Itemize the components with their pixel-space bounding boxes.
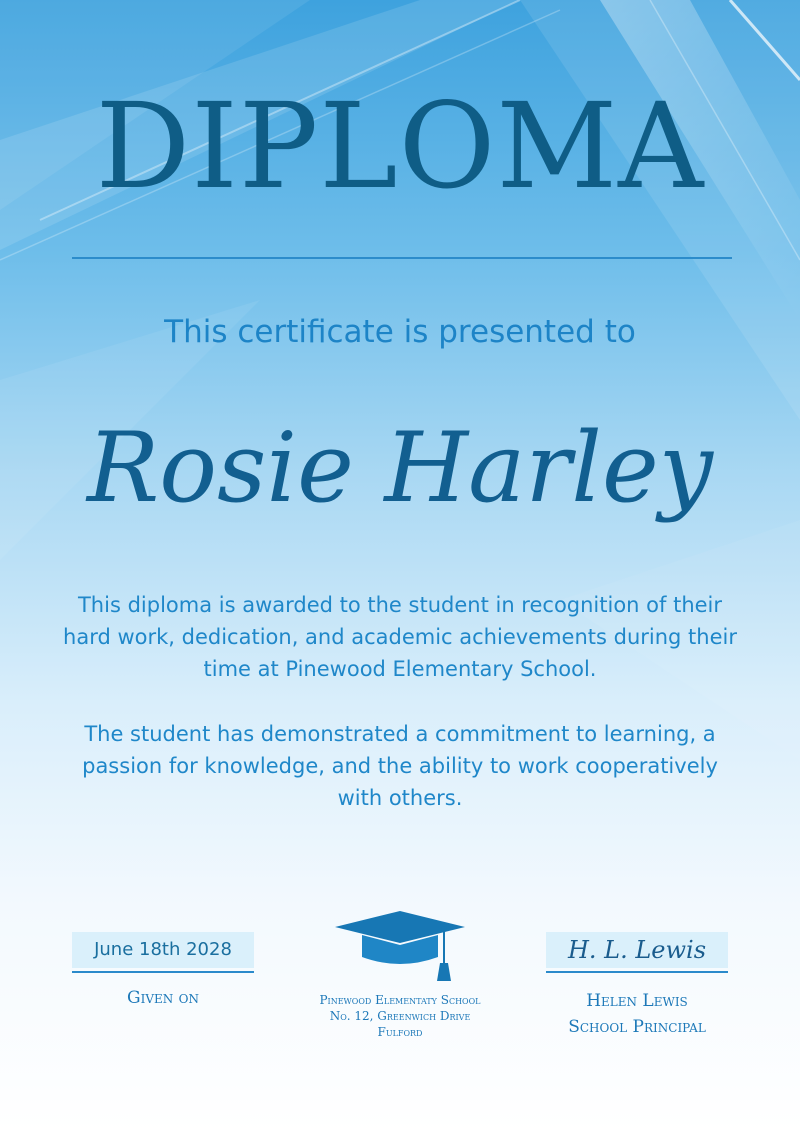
school-city: Fulford [377,1025,423,1039]
signature-underline [546,971,728,973]
school-info [270,992,530,1040]
recipient-name: Rosie Harley [87,412,713,524]
signer-info [536,988,738,1040]
page-title: DIPLOMA [95,77,705,215]
signature: H. L. Lewis [546,932,728,968]
graduation-cap-icon [330,905,470,985]
date-value: June 18th 2028 [72,932,254,968]
date-underline [72,971,254,973]
paragraph-award: This diploma is awarded to the student in recognition of their hard work, dedication, and academic achievements during their time at Pinewood Elementary School. [63,593,737,681]
school-address: No. 12, Greenwich Drive [329,1009,471,1023]
signer-role: School Principal [568,1017,706,1037]
date-label: Given on [127,988,199,1008]
signer-name: Helen Lewis [586,991,688,1011]
school-name: Pinewood Elementaty School [319,993,481,1007]
title-divider [72,257,732,259]
presented-line: This certificate is presented to [164,314,636,350]
paragraph-commitment: The student has demonstrated a commitment to learning, a passion for knowledge, and the ability to work cooperatively with others. [82,722,718,810]
